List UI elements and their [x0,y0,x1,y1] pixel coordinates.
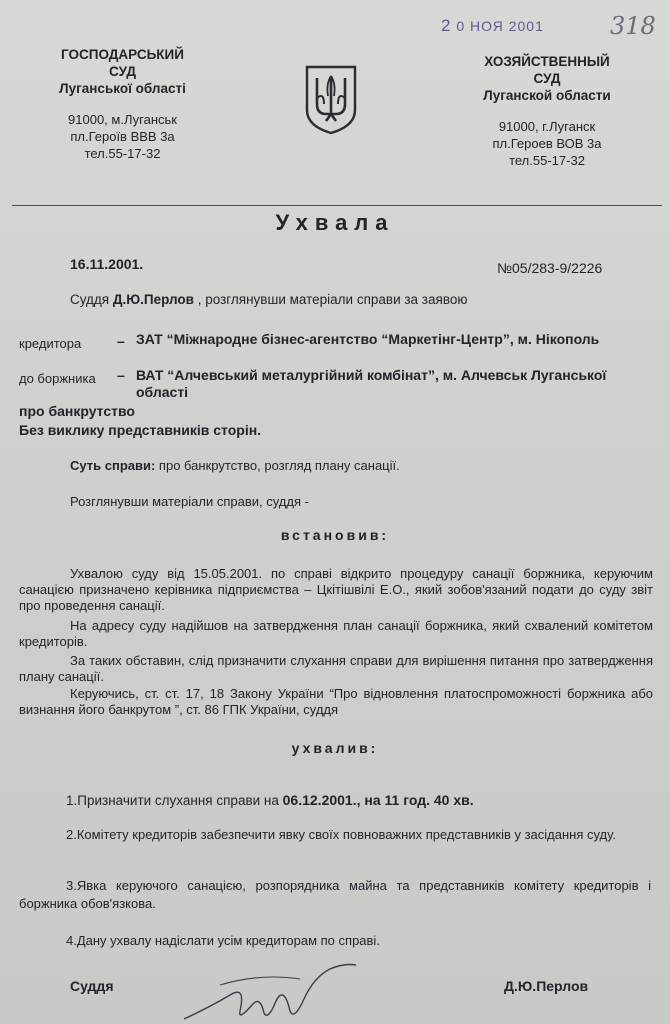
creditor-label: кредитора [19,336,82,351]
document-title: Ухвала [275,210,395,235]
resolution-item-3: 3.Явка керуючого санацією, розпорядника майна та представників комітету кредиторів і боржника обов'язкова. [19,878,651,911]
resolved-heading: ухвалив: [291,740,379,756]
document-date: 16.11.2001. [70,256,144,272]
debtor-label: до боржника [19,371,96,386]
case-subject: про банкрутство [19,403,135,419]
resolution-item-1: 1.Призначити слухання справи на 06.12.2001., на 11 год. 40 хв. [66,792,474,808]
debtor-dash: – [117,367,125,383]
court-header-ukrainian: ГОСПОДАРСЬКИЙ СУД Луганської області 91000, м.Луганськ пл.Героїв ВВВ 3а тел.55-17-32 [59,47,186,161]
case-essence: Суть справи: про банкрутство, розгляд плану санації. [70,458,400,473]
creditor-dash: – [117,333,125,349]
court-header-russian: ХОЗЯЙСТВЕННЫЙ СУД Луганской области 91000, г.Луганск пл.Героев ВОВ 3а тел.55-17-32 [483,54,611,168]
judge-label: Суддя [70,978,114,994]
intro-line: Суддя Д.Ю.Перлов , розглянувши матеріали справи за заявою [70,292,468,307]
resolution-item-4: 4.Дану ухвалу надіслати усім кредиторам по справі. [66,933,380,948]
judge-name: Д.Ю.Перлов [504,978,589,994]
handwritten-number: 318 [610,12,656,40]
paragraph: За таких обставин, слід призначити слухання справи для вирішення питання про затвердження плану санації. [19,653,653,684]
paragraph: Ухвалою суду від 15.05.2001. по справі відкрито процедуру санації боржника, керуючим санацією призначено керівника підприємства – Цкітішвілі Е.О., який зобов'язаний подати до суду звіт про проведення санації. [19,566,653,613]
considered-line: Розглянувши матеріали справи, суддя - [70,494,309,509]
established-heading: встановив: [280,527,390,543]
received-stamp: 2 0 НОЯ 2001 [441,16,544,35]
header-divider [12,205,662,206]
coat-of-arms-icon [304,64,358,136]
case-number: №05/283-9/2226 [497,260,603,276]
paragraph: Керуючись, ст. ст. 17, 18 Закону України “Про відновлення платоспроможності боржника або визнання його банкрутом ”, ст. 86 ГПК України, суддя [19,686,653,717]
signature-icon [180,955,360,1024]
without-parties-note: Без виклику представників сторін. [19,422,262,438]
creditor-name: ЗАТ “Міжнародне бізнес-агентство “Маркетінг-Центр”, м. Нікополь [136,331,600,347]
paragraph: На адресу суду надійшов на затвердження план санації боржника, який схвалений комітетом кредиторів. [19,618,653,649]
debtor-name: ВАТ “Алчевський металургійний комбінат”, м. Алчевськ Луганської області [136,367,607,400]
resolution-item-2: 2.Комітету кредиторів забезпечити явку своїх повноважних представників у засідання суду. [66,827,616,842]
